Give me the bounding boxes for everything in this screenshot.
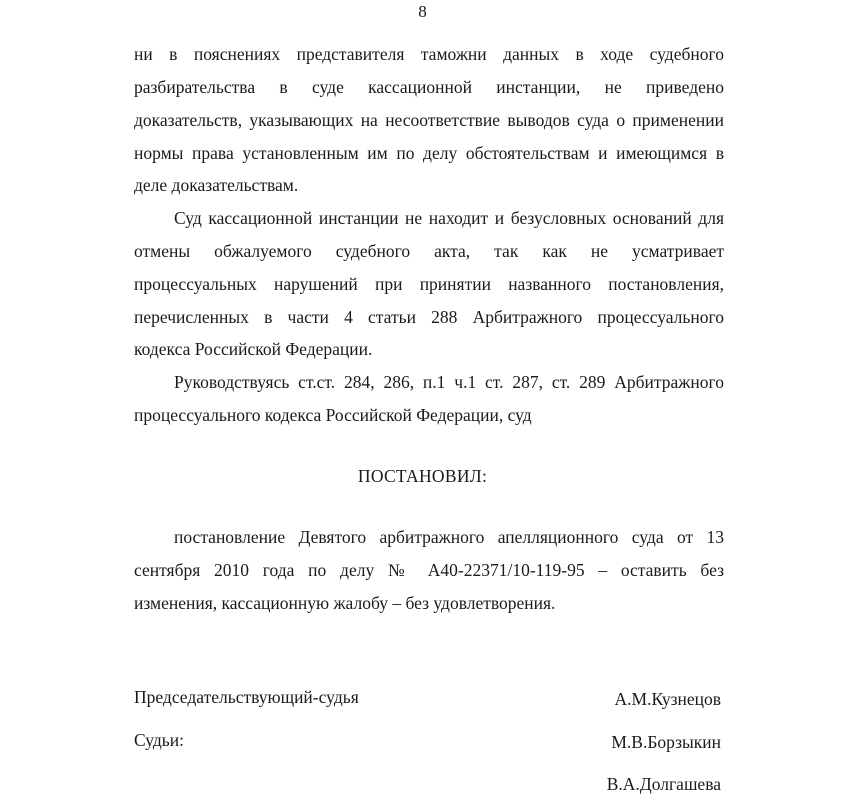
text-line: деле доказательствам. — [134, 175, 299, 195]
text-line: Руководствуясь ст.ст. 284, 286, п.1 ч.1 ст. 287, ст. 289 Арбитражного — [174, 372, 724, 392]
text-line: разбирательства в суде кассационной инстанции, не приведено — [134, 77, 724, 97]
text-line: перечисленных в части 4 статьи 288 Арбитражного процессуального — [134, 307, 724, 327]
judge-name: М.В.Борзыкин — [611, 732, 721, 752]
text-line: Суд кассационной инстанции не находит и безусловных оснований для — [174, 208, 724, 228]
judges-role: Судьи: — [134, 730, 184, 750]
text-line: процессуального кодекса Российской Федерации, суд — [134, 405, 532, 425]
text-line: сентября 2010 года по делу № А40-22371/10-119-95 – оставить без — [134, 560, 724, 580]
text-line: постановление Девятого арбитражного апелляционного суда от 13 — [174, 527, 724, 547]
text-line: доказательств, указывающих на несоответствие выводов суда о применении — [134, 110, 724, 130]
text-line: нормы права установленным им по делу обстоятельствам и имеющимся в — [134, 143, 724, 163]
resolution-heading: ПОСТАНОВИЛ: — [357, 466, 488, 486]
presiding-judge-name: А.М.Кузнецов — [614, 689, 721, 709]
judge-name: В.А.Долгашева — [606, 774, 721, 794]
text-line: кодекса Российской Федерации. — [134, 339, 373, 359]
presiding-judge-role: Председательствующий-судья — [134, 687, 359, 707]
text-line: процессуальных нарушений при принятии названного постановления, — [134, 274, 724, 294]
text-line: отмены обжалуемого судебного акта, так как не усматривает — [134, 241, 724, 261]
page-number: 8 — [418, 2, 427, 21]
text-line: ни в пояснениях представителя таможни данных в ходе судебного — [134, 44, 724, 64]
text-line: изменения, кассационную жалобу – без удовлетворения. — [134, 593, 556, 613]
